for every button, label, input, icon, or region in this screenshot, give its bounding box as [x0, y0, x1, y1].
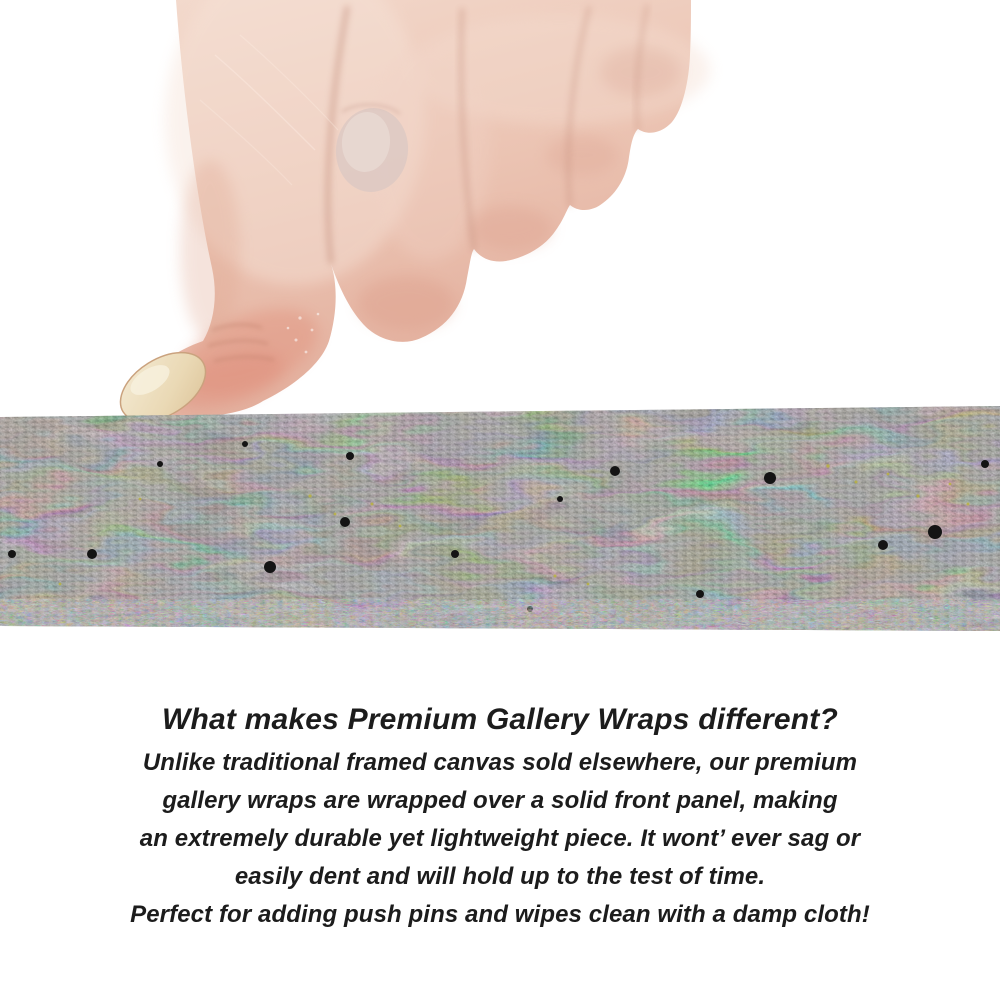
hand-silhouette [108, 0, 710, 432]
body-line-3: an extremely durable yet lightweight piece. It wont’ ever sag or [139, 825, 861, 852]
body-line-1: Unlike traditional framed canvas sold elsewhere, our premium [142, 749, 858, 776]
canvas-edge-strip [0, 404, 1000, 636]
hand-illustration [0, 0, 1000, 432]
canvas-dark-edge [0, 613, 1000, 636]
headline: What makes Premium Gallery Wraps different? [161, 703, 839, 736]
body-line-2: gallery wraps are wrapped over a solid front panel, making [162, 787, 838, 814]
body-line-5: Perfect for adding push pins and wipes clean with a damp cloth! [130, 901, 870, 928]
marketing-copy [0, 699, 1000, 934]
body-line-4: easily dent and will hold up to the test of time. [234, 863, 766, 890]
hand-photo [0, 0, 1000, 432]
canvas-edge-photo [0, 404, 1000, 636]
canvas-texture [0, 404, 1000, 636]
